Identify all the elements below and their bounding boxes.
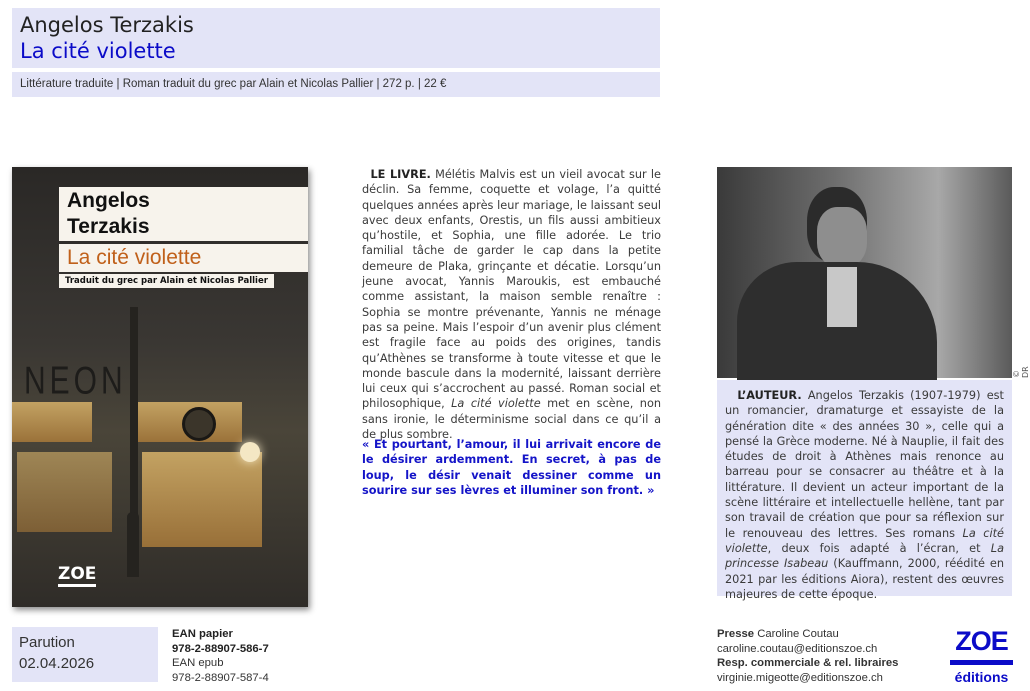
- book-cover: [12, 167, 308, 607]
- logo-name: ZOE: [955, 626, 1008, 656]
- title-header: [12, 8, 660, 68]
- ean-epub: 978-2-88907-587-4: [172, 671, 269, 684]
- sales-email[interactable]: virginie.migeotte@editionszoe.ch: [717, 671, 883, 684]
- logo-sub: éditions: [954, 669, 1009, 685]
- cover-author: Angelos Terzakis: [59, 187, 308, 241]
- press-label: Presse: [717, 628, 755, 640]
- cover-publisher-logo: ZOE: [58, 564, 96, 587]
- release-date-box: [12, 627, 158, 682]
- ean-epub-label: EAN epub: [172, 657, 224, 669]
- book-details: Littérature traduite | Roman traduit du grec par Alain et Nicolas Pallier | 272 p. | 22 €: [12, 72, 660, 97]
- release-date: 02.04.2026: [19, 655, 95, 672]
- book-description: LE LIVRE. Mélétis Malvis est un vieil avocat sur le déclin. Sa femme, coquette et volage, l’a quitté quelques années après leur mariage, le laissant seul avec deux enfants, Orestis, un fils aussi ambitieux qu’hostile, et Sophia, une fille adorée. Le trio familial tâche de garder le cap dans la petite demeure de Plaka, grinçante et décatie. Lorsqu’un jeune avocat, Yannis Maroukis, est embauché comme assistant, la maison semble renaître : Sophia se montre prévenante, Yannis ne ménage pas sa peine. Mais l’espoir d’un avenir plus clément est fragile face au poids des origines, tandis qu’Athènes se transforme à toute vitesse et que le monde bascule dans la modernité, laissant derrière lui ceux qui s’accrochent au passé. Roman social et philosophique, La cité violette met en scène, non sans ironie, le déterminisme social dans ce qu’il a de plus sombre.: [362, 168, 662, 442]
- author-name: Angelos Terzakis: [20, 13, 194, 37]
- photo-credit: © DR: [1012, 366, 1030, 378]
- contacts: [717, 627, 898, 685]
- ean-info: [172, 627, 269, 685]
- book-quote: « Et pourtant, l’amour, il lui arrivait encore de le désirer ardemment. En secret, à pas de loup, le désir venait dessiner comme un sourire sur ses lèvres et illuminer son front. »: [362, 438, 661, 497]
- ean-paper-label: EAN papier: [172, 628, 233, 640]
- ean-paper: 978-2-88907-586-7: [172, 642, 269, 655]
- cover-title: La cité violette: [59, 244, 308, 272]
- publisher-logo: [950, 626, 1013, 685]
- sales-label: Resp. commerciale & rel. libraires: [717, 657, 899, 669]
- press-name: Caroline Coutau: [754, 628, 839, 640]
- cover-translator: Traduit du grec par Alain et Nicolas Pallier: [59, 274, 274, 288]
- author-photo: [717, 167, 1012, 378]
- cover-neon-sign: NEON: [24, 359, 127, 403]
- author-bio: L’AUTEUR. Angelos Terzakis (1907-1979) est un romancier, dramaturge et essayiste de la génération dite « des années 30 », celle qui a pensé la Grèce moderne. Né à Nauplie, il fait des études de droit à Athènes mais renonce au barreau pour se consacrer au théâtre et à la littérature. Il devient un acteur important de la scène littéraire et intellectuelle hellène, tant par son travail de création que pour sa réflexion sur le renouveau des lettres. Ses romans La cité violette, deux fois adapté à l’écran, et La princesse Isabeau (Kauffmann, 2000, réédité en 2021 par les éditions Aiora), restent des œuvres majeures de cette époque.: [717, 380, 1012, 596]
- press-email[interactable]: caroline.coutau@editionszoe.ch: [717, 642, 878, 655]
- book-title: La cité violette: [20, 39, 176, 63]
- logo-bar: [950, 660, 1013, 665]
- release-label: Parution: [19, 634, 75, 651]
